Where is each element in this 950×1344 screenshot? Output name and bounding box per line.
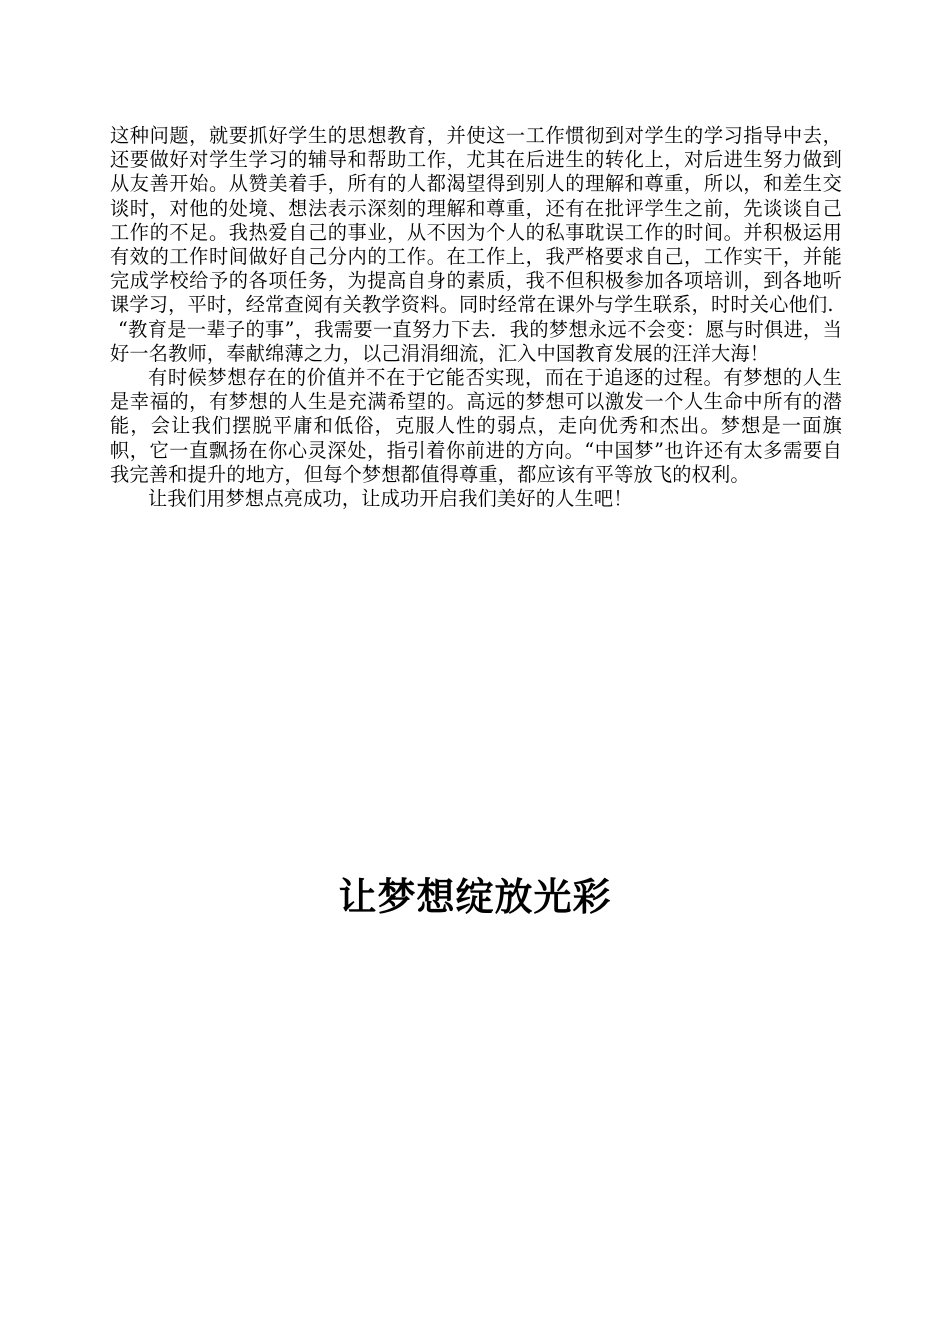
document-title: 让梦想绽放光彩 (338, 875, 612, 919)
paragraph-1: 这种问题，就要抓好学生的思想教育，并使这一工作惯彻到对学生的学习指导中去，还要做好对学生学习的辅导和帮助工作，尤其在后进生的转化上，对后进生努力做到从友善开始。从赞美着手，所有的人都渴望得到别人的理解和尊重，所以，和差生交谈时，对他的处境、想法表示深刻的理解和尊重，还有在批评学生之前，先谈谈自己工作的不足。我热爱自己的事业，从不因为个人的私事耽误工作的时间。并积极运用有效的工作时间做好自己分内的工作。在工作上，我严格要求自己，工作实干，并能完成学校给予的各项任务，为提高自身的素质，我不但积极参加各项培训，到各地听课学习，平时，经常查阅有关教学资料。同时经常在课外与学生联系，时时关心他们. (110, 124, 842, 317)
paragraph-3: 有时候梦想存在的价值并不在于它能否实现，而在于追逐的过程。有梦想的人生是幸福的，有梦想的人生是充满希望的。高远的梦想可以激发一个人生命中所有的潜能，会让我们摆脱平庸和低俗，克服人性的弱点，走向优秀和杰出。梦想是一面旗帜，它一直飘扬在你心灵深处，指引着你前进的方向。“中国梦”也许还有太多需要自我完善和提升的地方，但每个梦想都值得尊重，都应该有平等放飞的权利。 (110, 366, 842, 486)
paragraph-2: “教育是一辈子的事”，我需要一直努力下去．我的梦想永远不会变：愿与时俱进，当好一名教师，奉献绵薄之力，以己涓涓细流，汇入中国教育发展的汪洋大海！ (110, 317, 842, 365)
document-body (110, 124, 842, 511)
paragraph-4: 让我们用梦想点亮成功，让成功开启我们美好的人生吧！ (148, 487, 633, 511)
